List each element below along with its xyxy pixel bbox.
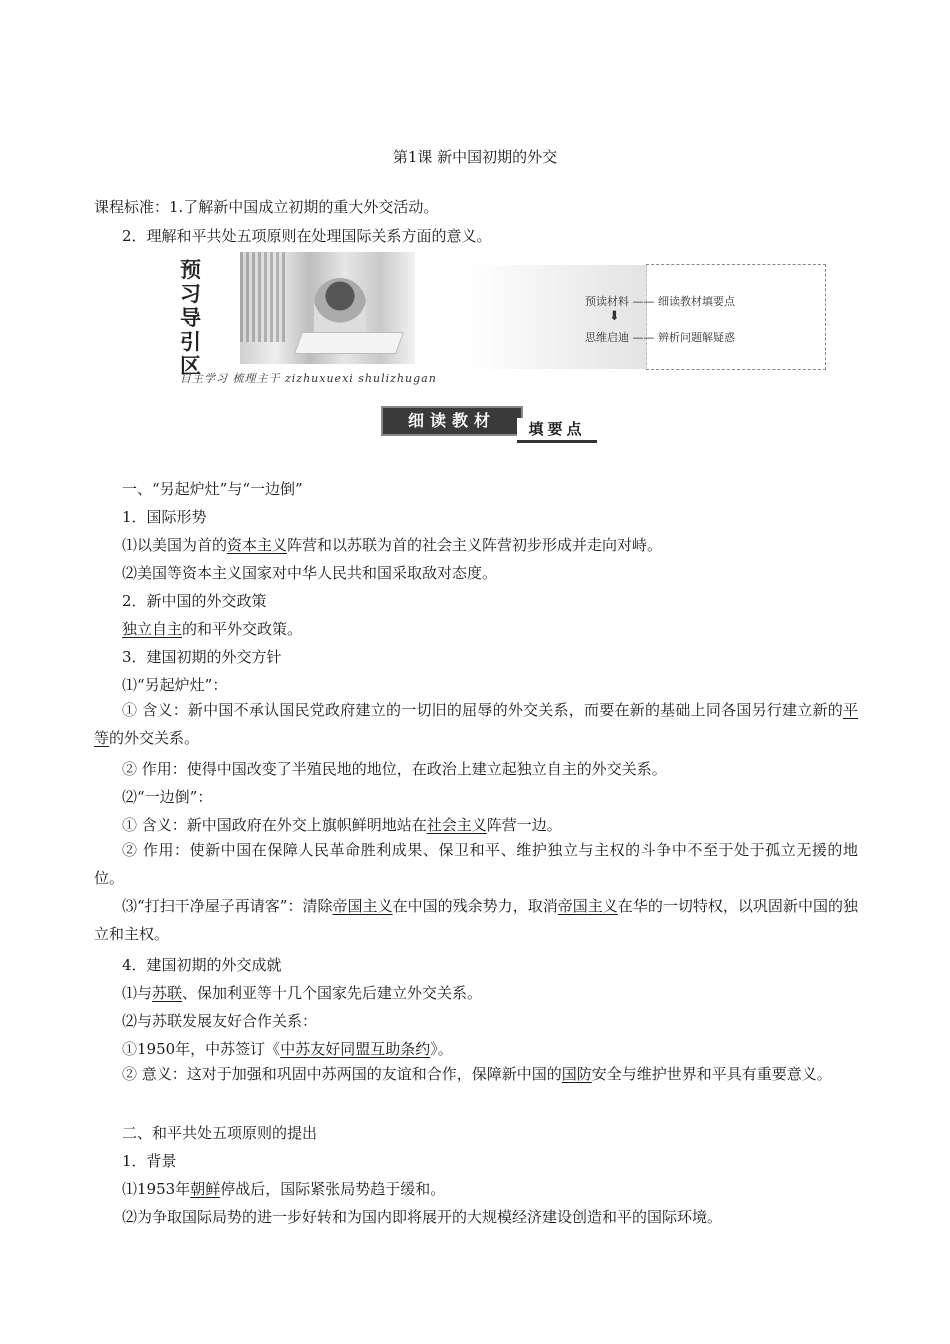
banner-step-1: 预读材料 —— 细读教材填要点 xyxy=(585,295,735,308)
subheading-t1: 1．背景 xyxy=(122,1152,177,1170)
paragraph-t1-2: ⑵为争取国际局势的进一步好转和为国内即将展开的大规模经济建设创造和平的国际环境。 xyxy=(122,1208,723,1226)
paragraph-3-1-2: ② 作用：使得中国改变了半殖民地的地位，在政治上建立起独立自主的外交关系。 xyxy=(122,760,667,778)
bookshelf-graphic xyxy=(240,252,286,342)
paragraph-3-1-1: ① 含义：新中国不承认国民党政府建立的一切旧的屈辱的外交关系，而要在新的基础上同各国另行建立新的平等的外交关系。 xyxy=(94,701,858,747)
preview-guide-banner xyxy=(176,252,826,386)
section-header xyxy=(381,406,599,440)
banner-title: 预习导引区 xyxy=(180,258,201,378)
subheading-4: 4．建国初期的外交成就 xyxy=(122,956,282,974)
heading-1: 一、“另起炉灶”与“一边倒” xyxy=(122,480,303,498)
paragraph-t1-1: ⑴1953年朝鲜停战后，国际紧张局势趋于缓和。 xyxy=(122,1180,446,1198)
section-header-main: 细读教材 xyxy=(381,406,523,436)
heading-2: 二、和平共处五项原则的提出 xyxy=(122,1124,318,1142)
subheading-3: 3．建国初期的外交方针 xyxy=(122,648,282,666)
banner-step-2: 思维启迪 —— 辨析问题解疑惑 xyxy=(585,331,735,344)
banner-photo xyxy=(240,252,415,364)
paragraph-3-2: ⑵“一边倒”： xyxy=(122,788,213,806)
paragraph-4-2: ⑵与苏联发展友好合作关系： xyxy=(122,1012,318,1030)
course-standard-1: 课程标准：1.了解新中国成立初期的重大外交活动。 xyxy=(94,198,439,216)
paragraph-3-1: ⑴“另起炉灶”： xyxy=(122,676,228,694)
subheading-1: 1．国际形势 xyxy=(122,508,207,526)
banner-subtitle: 自主学习 梳理主干 zizhuxuexi shulizhugan xyxy=(180,372,437,385)
subheading-2: 2．新中国的外交政策 xyxy=(122,592,267,610)
banner-steps-box xyxy=(585,264,826,370)
course-standard-2: 2．理解和平共处五项原则在处理国际关系方面的意义。 xyxy=(122,227,492,245)
paragraph-4-2-2: ② 意义：这对于加强和巩固中苏两国的友谊和合作，保障新中国的国防安全与维护世界和平具有重要意义。 xyxy=(122,1065,832,1083)
paragraph-1-2: ⑵美国等资本主义国家对中华人民共和国采取敌对态度。 xyxy=(122,564,498,582)
open-book-graphic xyxy=(294,332,404,354)
paragraph-4-2-1: ①1950年，中苏签订《中苏友好同盟互助条约》。 xyxy=(122,1040,453,1058)
paragraph-3-2-2: ② 作用：使新中国在保障人民革命胜利成果、保卫和平、维护独立与主权的斗争中不至于处于孤立无援的地位。 xyxy=(94,841,858,887)
paragraph-2: 独立自主的和平外交政策。 xyxy=(122,620,303,638)
down-arrow-icon: ⬇ xyxy=(609,309,620,324)
banner-gradient xyxy=(467,265,647,369)
page-title: 第1课 新中国初期的外交 xyxy=(392,148,558,166)
paragraph-4-1: ⑴与苏联、保加利亚等十几个国家先后建立外交关系。 xyxy=(122,984,483,1002)
paragraph-3-2-1: ① 含义：新中国政府在外交上旗帜鲜明地站在社会主义阵营一边。 xyxy=(122,816,562,834)
paragraph-1-1: ⑴以美国为首的资本主义阵营和以苏联为首的社会主义阵营初步形成并走向对峙。 xyxy=(122,536,663,554)
paragraph-3-3: ⑶“打扫干净屋子再请客”：清除帝国主义在中国的残余势力，取消帝国主义在华的一切特权，以巩固新中国的独立和主权。 xyxy=(94,897,858,943)
reading-person-graphic xyxy=(314,278,366,338)
section-header-sub: 填要点 xyxy=(517,418,597,443)
